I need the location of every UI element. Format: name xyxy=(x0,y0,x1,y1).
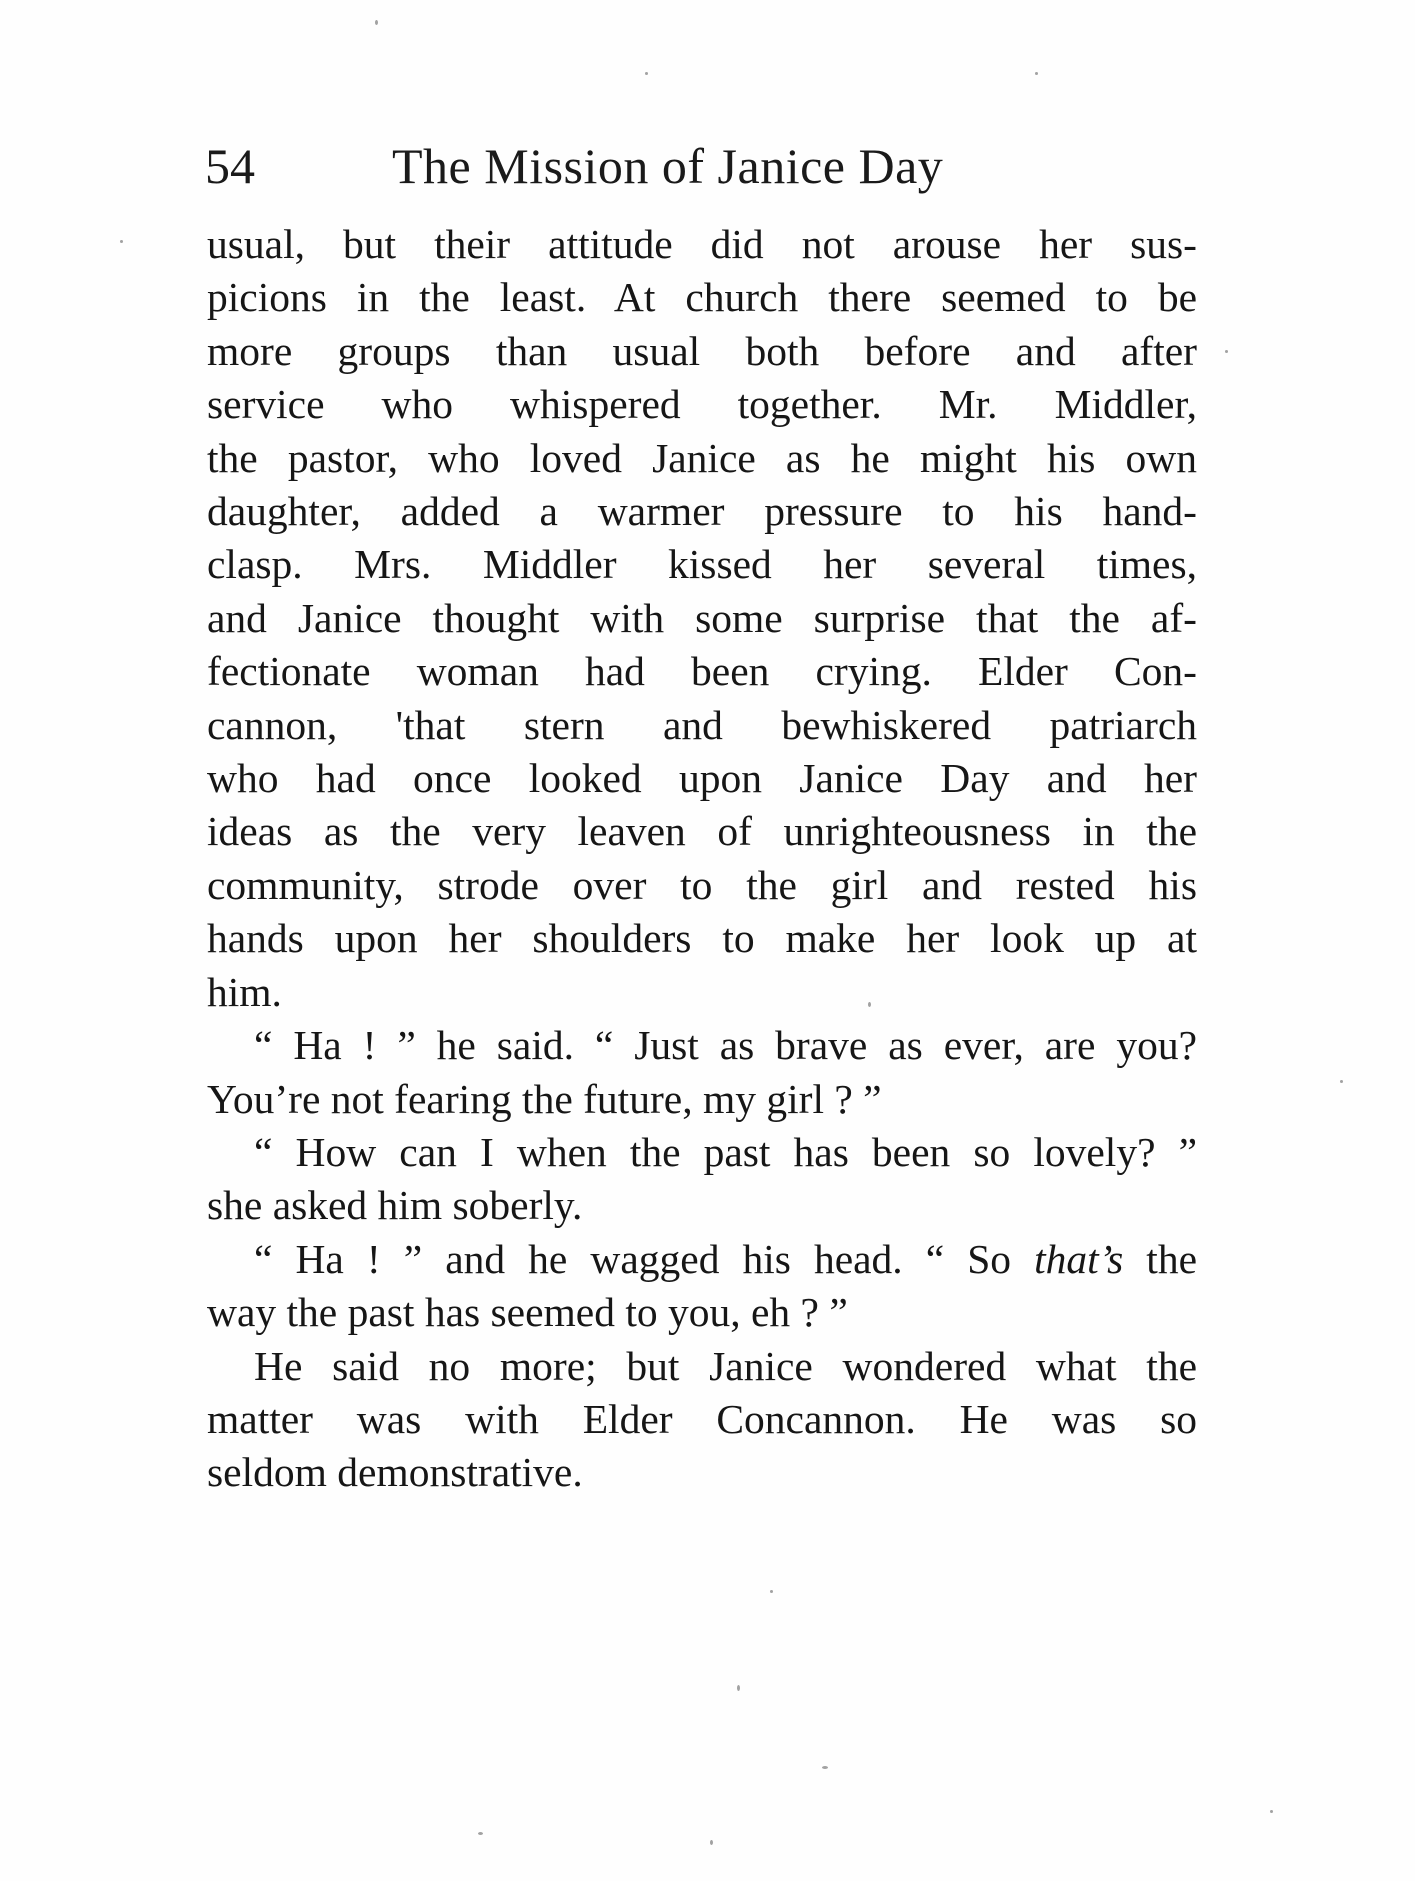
scan-speck xyxy=(645,72,648,75)
text-line: picions in the least. At church there seemed to be xyxy=(207,274,1197,321)
text-line: way the past has seemed to you, eh ? ” xyxy=(207,1289,848,1336)
text-line: ideas as the very leaven of unrighteousness in the xyxy=(207,808,1197,855)
text-line xyxy=(207,1233,1197,1286)
text-line: service who whispered together. Mr. Middler, xyxy=(207,381,1197,428)
text-line: daughter, added a warmer pressure to his hand- xyxy=(207,488,1197,535)
book-title: The Mission of Janice Day xyxy=(392,138,944,194)
scan-speck xyxy=(1340,1080,1343,1083)
text-line: You’re not fearing the future, my girl ? ” xyxy=(207,1075,882,1122)
text-line: cannon, 'that stern and bewhiskered patriarch xyxy=(207,701,1197,748)
scan-speck xyxy=(478,1832,483,1835)
text-line: fectionate woman had been crying. Elder Con- xyxy=(207,648,1197,695)
scan-speck xyxy=(120,240,123,243)
text-line: “ How can I when the past has been so lovely? ” xyxy=(254,1128,1197,1175)
text-line: she asked him soberly. xyxy=(207,1182,583,1229)
running-head xyxy=(205,136,1200,196)
text-line: the pastor, who loved Janice as he might his own xyxy=(207,434,1197,481)
text-line: him. xyxy=(207,968,282,1015)
italic-text: that’s xyxy=(1034,1235,1124,1282)
paragraph-2 xyxy=(207,1019,1197,1126)
paragraph-4 xyxy=(207,1233,1197,1340)
paragraph-3 xyxy=(207,1126,1197,1233)
text-line: community, strode over to the girl and rested his xyxy=(207,861,1197,908)
scan-speck xyxy=(1270,1810,1273,1813)
scan-speck xyxy=(710,1840,713,1845)
text-line: who had once looked upon Janice Day and her xyxy=(207,755,1197,802)
scan-speck xyxy=(737,1685,740,1691)
text-line: matter was with Elder Concannon. He was so xyxy=(207,1395,1197,1442)
scan-speck xyxy=(1225,350,1228,353)
text-run: “ Ha ! ” and he wagged his head. “ So xyxy=(254,1235,1035,1282)
text-run: the xyxy=(1123,1235,1198,1282)
text-line: usual, but their attitude did not arouse her sus- xyxy=(207,221,1197,267)
text-line: hands upon her shoulders to make her look up at xyxy=(207,915,1197,962)
paragraph-5 xyxy=(207,1340,1197,1500)
text-line: and Janice thought with some surprise that the af- xyxy=(207,594,1197,641)
scan-speck xyxy=(770,1590,773,1593)
text-line: clasp. Mrs. Middler kissed her several times, xyxy=(207,541,1197,588)
body-text xyxy=(207,218,1197,1500)
text-line: more groups than usual both before and after xyxy=(207,327,1197,374)
scan-speck xyxy=(822,1766,828,1769)
text-line: “ Ha ! ” he said. “ Just as brave as ever, are you? xyxy=(254,1022,1197,1069)
paragraph-1 xyxy=(207,218,1197,1019)
text-line: seldom demonstrative. xyxy=(207,1449,583,1496)
page-number: 54 xyxy=(205,138,255,194)
scan-speck xyxy=(375,20,378,25)
scan-speck xyxy=(868,1002,871,1007)
text-line: He said no more; but Janice wondered what the xyxy=(254,1342,1197,1389)
scan-speck xyxy=(1035,72,1038,75)
